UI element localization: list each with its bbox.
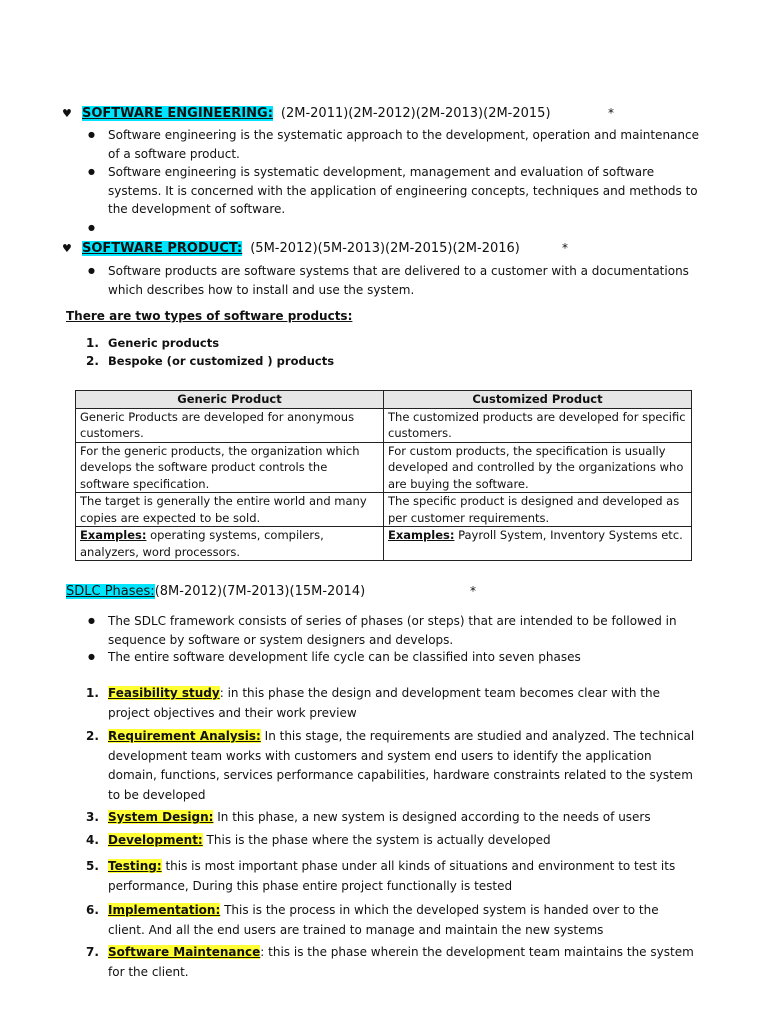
- table-header-row: [76, 391, 692, 409]
- bullet-text: Software engineering is the systematic approach to the development, operation and maintenance of a software product.: [108, 128, 699, 161]
- sdlc-refs: (8M-2012)(7M-2013)(15M-2014): [154, 584, 366, 599]
- software-product-refs: (5M-2012)(5M-2013)(2M-2015)(2M-2016): [250, 241, 520, 256]
- heart-bullet-icon: ♥: [62, 107, 72, 120]
- phase-sep: :: [219, 686, 224, 700]
- heart-bullet-icon: ♥: [62, 242, 72, 255]
- types-title: There are two types of software products:: [66, 309, 353, 323]
- table-cell: The customized products are developed for specific customers.: [384, 408, 692, 442]
- table-row: [76, 442, 692, 493]
- list-number: 2.: [86, 354, 99, 368]
- section-software-product-heading: [62, 241, 520, 256]
- phase-text: in this phase the design and development team becomes clear with the project objectives and their work preview: [108, 686, 660, 720]
- phase-number: 1.: [86, 686, 99, 700]
- phase-text: this is most important phase under all kinds of situations and environment to test its performance, During this phase entire project functionally is tested: [108, 859, 676, 893]
- phase-text: In this phase, a new system is designed according to the needs of users: [213, 810, 651, 824]
- phase-number: 7.: [86, 945, 99, 959]
- phase-text: In this stage, the requirements are studied and analyzed. The technical development team works with customers and system end users to identify the application domain, functions, services performance capabilities, hardware constraints related to the system to be developed: [108, 729, 695, 802]
- table-cell: The target is generally the entire world and many copies are expected to be sold.: [76, 493, 384, 527]
- table-header-cell: Customized Product: [384, 391, 692, 409]
- phase-title: Feasibility study: [108, 686, 220, 700]
- examples-label: Examples:: [388, 528, 455, 542]
- phase-title: Testing:: [108, 859, 162, 873]
- software-engineering-title: SOFTWARE ENGINEERING:: [82, 106, 273, 121]
- bullet-dot-icon: ●: [88, 652, 95, 661]
- star-marker: *: [562, 241, 568, 255]
- list-number: 1.: [86, 336, 99, 350]
- phase-item: [108, 831, 698, 851]
- examples-text: Payroll System, Inventory Systems etc.: [454, 528, 683, 542]
- empty-bullet-dot-icon: ●: [88, 223, 95, 232]
- phase-title: Requirement Analysis:: [108, 729, 261, 743]
- phase-title: System Design:: [108, 810, 214, 824]
- bullet-dot-icon: ●: [88, 167, 95, 176]
- section-software-engineering-heading: [62, 106, 551, 121]
- star-marker: *: [470, 584, 476, 598]
- sdlc-title: SDLC Phases:: [66, 584, 155, 599]
- bullet-dot-icon: ●: [88, 130, 95, 139]
- section-sdlc-heading: [66, 584, 365, 599]
- product-comparison-table: [75, 390, 692, 561]
- phase-number: 2.: [86, 729, 99, 743]
- phase-text: This is the phase where the system is actually developed: [202, 833, 551, 847]
- phase-item: [108, 727, 698, 805]
- star-marker: *: [608, 106, 614, 120]
- phase-item: [108, 684, 698, 723]
- examples-label: Examples:: [80, 528, 147, 542]
- table-cell: Generic Products are developed for anonymous customers.: [76, 408, 384, 442]
- bullet-text: The entire software development life cycle can be classified into seven phases: [108, 650, 581, 664]
- phase-number: 6.: [86, 903, 99, 917]
- table-cell: [76, 527, 384, 561]
- table-row: [76, 493, 692, 527]
- type-item: Generic products: [108, 336, 220, 350]
- bullet-text: The SDLC framework consists of series of phases (or steps) that are intended to be followed in sequence by software or system designers and develops.: [108, 614, 677, 647]
- phase-number: 5.: [86, 859, 99, 873]
- table-row: [76, 408, 692, 442]
- bullet-text: Software products are software systems that are delivered to a customer with a documentations which describes how to install and use the system.: [108, 264, 689, 297]
- table-row: [76, 527, 692, 561]
- phase-title: Implementation:: [108, 903, 221, 917]
- software-product-title: SOFTWARE PRODUCT:: [82, 241, 243, 256]
- type-item: Bespoke (or customized ) products: [108, 354, 335, 368]
- software-engineering-refs: (2M-2011)(2M-2012)(2M-2013)(2M-2015): [280, 106, 551, 121]
- phase-item: [108, 901, 698, 940]
- table-cell: [384, 527, 692, 561]
- phase-number: 4.: [86, 833, 99, 847]
- phase-item: [108, 943, 698, 982]
- phase-title: Software Maintenance: [108, 945, 261, 959]
- table-header-cell: Generic Product: [76, 391, 384, 409]
- bullet-dot-icon: ●: [88, 616, 95, 625]
- table-cell: For the generic products, the organization which develops the software product controls the software specification.: [76, 442, 384, 493]
- table-cell: For custom products, the specification is usually developed and controlled by the organizations who are buying the software.: [384, 442, 692, 493]
- phase-item: [108, 808, 698, 828]
- phase-number: 3.: [86, 810, 99, 824]
- phase-title: Development:: [108, 833, 203, 847]
- bullet-dot-icon: ●: [88, 266, 95, 275]
- examples-text: operating systems, compilers, analyzers, word processors.: [80, 528, 324, 559]
- table-cell: The specific product is designed and developed as per customer requirements.: [384, 493, 692, 527]
- phase-text: this is the phase wherein the development team maintains the system for the client.: [108, 945, 694, 979]
- phase-item: [108, 857, 698, 896]
- bullet-text: Software engineering is systematic development, management and evaluation of software systems. It is concerned with the application of engineering concepts, techniques and methods to the development of software.: [108, 165, 698, 216]
- phase-text: This is the process in which the developed system is handed over to the client. And all the end users are trained to manage and maintain the new systems: [108, 903, 659, 937]
- phase-sep: :: [260, 945, 265, 959]
